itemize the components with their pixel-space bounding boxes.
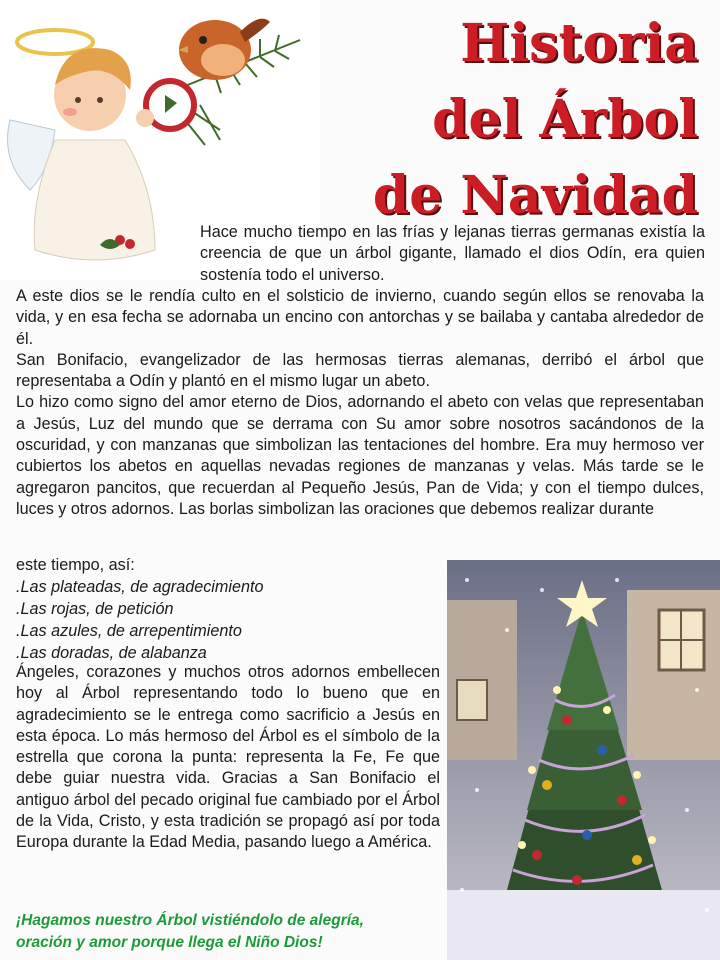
title-line-1: Historia xyxy=(460,13,698,74)
christmas-tree-illustration xyxy=(447,560,720,960)
list-item: .Las azules, de arrepentimiento xyxy=(16,622,242,640)
closing-line-2: oración y amor porque llega el Niño Dios! xyxy=(16,934,323,951)
paragraph-1: A este dios se le rendía culto en el solsticio de invierno, cuando según ellos se renovaba la vida, y en esa fecha se adornaba un encino con antorchas y se bailaba y cantaba alrededor de él. xyxy=(16,287,704,348)
closing-message xyxy=(16,910,446,954)
list-item: .Las doradas, de alabanza xyxy=(16,644,207,662)
paragraph-2: San Bonifacio, evangelizador de las hermosas tierras alemanas, derribó el árbol que representaba a Odín y plantó en el mismo lugar un abeto. xyxy=(16,350,704,391)
body-text-full xyxy=(16,286,704,520)
page-title xyxy=(338,6,698,234)
paragraph-4: Ángeles, corazones y muchos otros adornos embellecen hoy al Árbol representando todo lo bueno que en agradecimiento se le entrega como sacrificio a Jesús en esta época. Lo más hermoso del Árbol es el símbolo de la estrella que corona la punta: representa la Fe, Fe que debe guiar nuestra vida. Gracias a San Bonifacio el antiguo árbol del pecado original fue cambiado por el Árbol de la Vida, Cristo, y esta tradición se propagó así por toda Europa durante la Edad Media, pasando luego a América. xyxy=(16,663,440,852)
title-line-2: del Árbol xyxy=(432,89,698,150)
title-line-3: de Navidad xyxy=(372,165,698,226)
closing-line-1: ¡Hagamos nuestro Árbol vistiéndolo de alegría, xyxy=(16,912,364,929)
list-item: .Las plateadas, de agradecimiento xyxy=(16,578,264,596)
paragraph-3: Lo hizo como signo del amor eterno de Dios, adornando el abeto con velas que representaban a Jesús, Luz del mundo que se derrama con Su amor sobre nosotros sacándonos de la oscuridad, y con manzanas que simbolizan las tentaciones del hombre. Era muy hermoso ver cubiertos los abetos en aquellas nevadas regiones de manzanas y velas. Más tarde se le agregaron pancitos, que recuerdan al Pequeño Jesús, Pan de Vida; y con el tiempo dulces, luces y otros adornos. Las borlas simbolizan las oraciones que debemos realizar durante xyxy=(16,393,704,518)
intro-paragraph: Hace mucho tiempo en las frías y lejanas tierras germanas existía la creencia de que un árbol gigante, llamado el dios Odín, era quien sostenía todo el universo. xyxy=(200,223,705,284)
list-item: .Las rojas, de petición xyxy=(16,600,174,618)
paragraph-3-end: este tiempo, así: xyxy=(16,556,135,574)
